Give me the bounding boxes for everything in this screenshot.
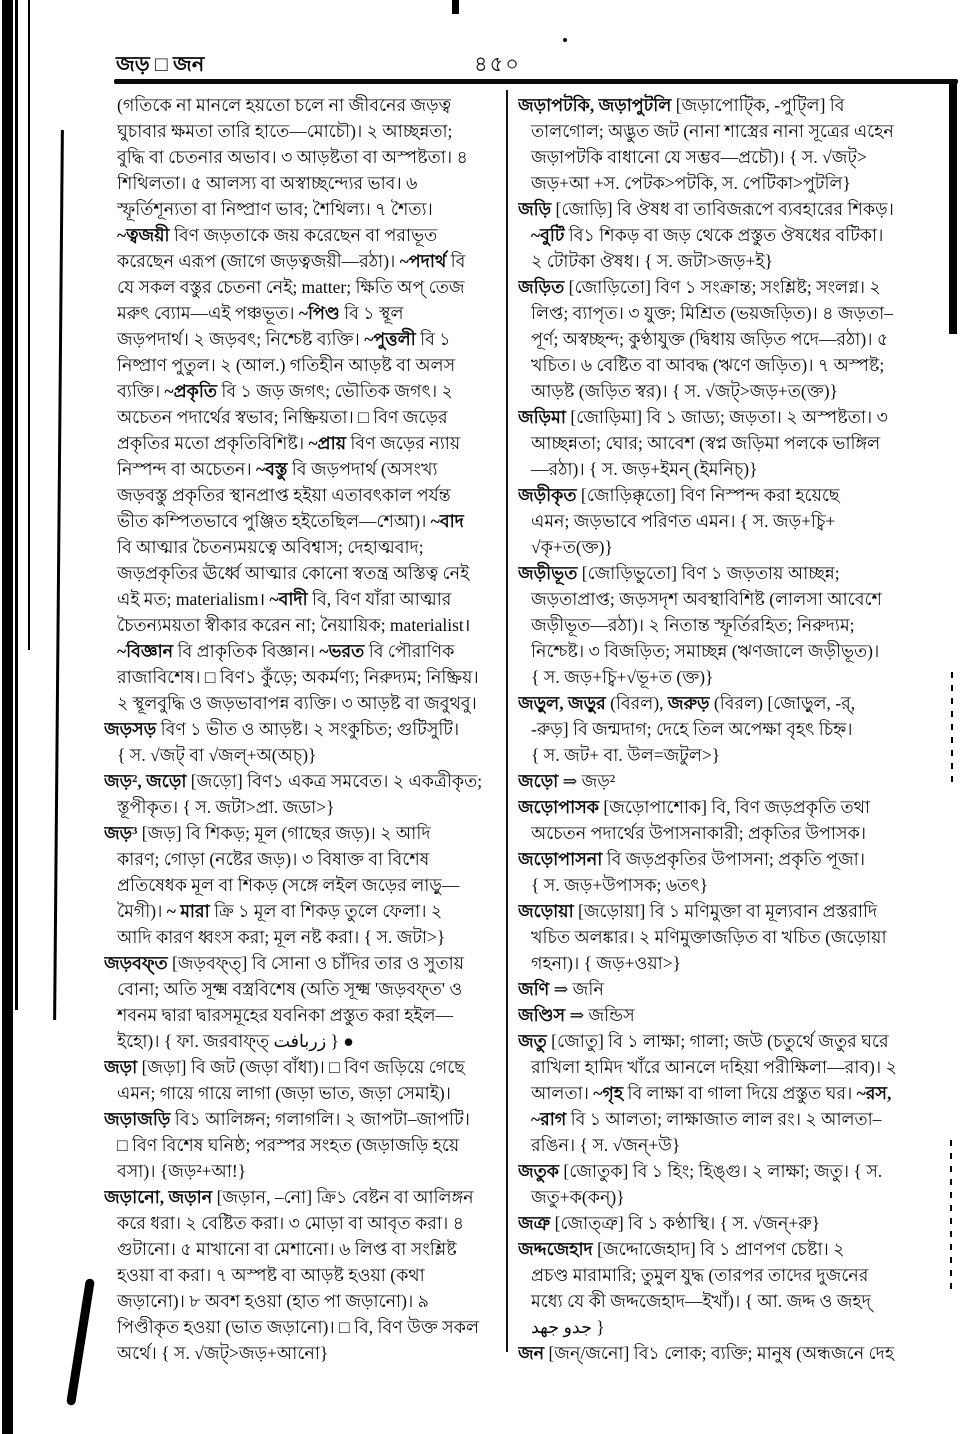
binding-bar-artifact [2, 0, 13, 1434]
corner-smudge-artifact [66, 1278, 95, 1406]
text-line: জন [জন্/জনো] বি১ লোক; ব্যক্তি; মানুষ (অন্ধজনে দেহ [518, 1343, 895, 1363]
text-line: এমন; গায়ে গায়ে লাগা (জড়া ভাত, জড়া সেমাই)। [117, 1083, 451, 1103]
headword: জড়োপাসনা [518, 849, 603, 869]
text-line: জতুক [জোতুক] বি ১ হিং; হিঙ্গু। ২ লাক্ষা; জতু। { স. [518, 1161, 883, 1181]
text-line: জড়ীভূত—রঠা)। ২ নিতান্ত স্ফূর্তিরহিত; নিরুদ্যম; [531, 615, 855, 635]
text-line: জড়প্রকৃতির ঊর্ধ্বে আত্মার কোনো স্বতন্ত্র অস্তিত্ব নেই [117, 563, 470, 583]
right-edge-bar-artifact [949, 82, 957, 334]
text-line: আড়ষ্ট (জড়িত স্বর)। { স. √জট্>জড়+ত(ক্ত)} [531, 381, 838, 401]
text-line: { স. জড়+চ্বি+√ভূ+ত (ক্ত)} [531, 667, 714, 687]
headword: ~রাগ [531, 1109, 567, 1129]
text-line: জড়সড় বিণ ১ ভীত ও আড়ষ্ট। ২ সংকুচিত; গুটিসুটি। [104, 719, 460, 739]
text-line: জড়ানো, জড়ান [জড়ান, –নো] ক্রি১ বেষ্টন বা আলিঙ্গন [104, 1187, 474, 1207]
headword: জড়োপাসক [518, 797, 600, 817]
ink-dot-artifact [563, 38, 567, 42]
text-line: প্রচণ্ড মারামারি; তুমুল যুদ্ধ (তারপর তাদের দুজনের [531, 1265, 869, 1285]
text-line: জড়াপটকি বাধানো যে সম্ভব—প্রচৌ)। { স. √জট্> [531, 147, 867, 167]
text-line: ব্যক্তি। ~প্রকৃতি বি ১ জড় জগৎ; ভৌতিক জগৎ। ২ [117, 381, 453, 401]
text-line: জড়+আ +স. পেটক>পটকি, স. পেটিকা>পুটলি} [531, 173, 851, 193]
right-column [518, 92, 944, 1378]
headword: জতুক [518, 1161, 560, 1181]
text-line: জত্রু [জোত্ত্রু] বি ১ কণ্ঠাস্থি। { স. √জন্+রু} [518, 1213, 821, 1233]
headword: জণি [518, 979, 550, 999]
left-column [104, 92, 504, 1378]
text-line: জড়বস্তু প্রকৃতির স্থানপ্রাপ্ত হইয়া এতাবৎকাল পর্যন্ত [117, 485, 451, 505]
headword: ~প্রায় [308, 433, 346, 453]
text-line: করেছেন এরূপ (জাগে জড়ত্বজয়ী—রঠা)। ~পদার্থ বি [117, 251, 466, 271]
text-line: জড়বফ্ত [জড়বফ্ত্] বি সোনা ও চাঁদির তার ও সুতায় [104, 953, 464, 973]
text-line: অর্থে। { স. √জট্>জড়+আনো} [117, 1343, 329, 1363]
text-line: জড়ি [জোড়ি] বি ঔষধ বা তাবিজরূপে ব্যবহারের শিকড়। [518, 199, 894, 219]
text-line: ২ টোটকা ঔষধ। { স. জটা>জড়+ই} [531, 251, 773, 271]
headword: জড়ীকৃত [518, 485, 577, 505]
text-line: বুদ্ধি বা চেতনার অভাব। ৩ আড়ষ্টতা বা অস্পষ্টতা। ৪ [117, 147, 468, 167]
text-line: জড়পদার্থ। ২ জড়বৎ; নিশ্চেষ্ট ব্যক্তি। ~পুত্তলী বি ১ [117, 329, 451, 349]
right-edge-dash-artifact [951, 672, 953, 784]
text-line: জড়ানো)। ৮ অবশ হওয়া (হাত পা জড়ানো)। ৯ [117, 1291, 429, 1311]
right-edge-dash-artifact [950, 1140, 952, 1290]
headword: জন [518, 1343, 545, 1363]
headword: জড়², জড়ো [104, 771, 187, 791]
binding-line-artifact [15, 0, 18, 1010]
text-line: হওয়া বা করা। ৭ অস্পষ্ট বা আড়ষ্ট হওয়া (কথা [117, 1265, 425, 1285]
text-line: জড়², জড়ো [জড়ো] বিণ১ একত্র সমবেত। ২ একত্রীকৃত; [104, 771, 483, 791]
text-line: বসা)। {জড়²+আ!} [117, 1161, 247, 1181]
text-line: খচিত। ৬ বেষ্টিত বা আবদ্ধ (ঋণে জড়িত)। ৭ অস্পষ্ট; [531, 355, 885, 375]
text-line: নিষ্প্রাণ পুতুল। ২ (আল.) গতিহীন আড়ষ্ট বা অলস [117, 355, 456, 375]
headword: ~বস্তু [255, 459, 288, 479]
text-line: গহনা)। { জড়+ওয়া>} [531, 953, 681, 973]
text-line: অচেতন পদার্থের স্বভাব; নিষ্ক্রিয়তা। □ বিণ জড়ের [117, 407, 448, 427]
headword: ~বাদী [269, 589, 308, 609]
headword: জড়া [104, 1057, 138, 1077]
text-line: ~বুটি বি১ শিকড় বা জড় থেকে প্রস্তুত ঔষধের বটিকা। [531, 225, 884, 245]
page-number: ৪৫০ [474, 52, 521, 76]
text-line: নিস্পন্দ বা অচেতন। ~বস্তু বি জড়পদার্থ (অসংখ্য [117, 459, 438, 479]
headword: ~বিজ্ঞান [117, 641, 174, 661]
text-line: স্ফূর্তিশূন্যতা বা নিষ্প্রাণ ভাব; শৈথিল্য। ৭ শৈত্য। [117, 199, 433, 219]
headword: জড়িত [518, 277, 565, 297]
text-line: মৈগী)। ~ মারা ক্রি ১ মূল বা শিকড় তুলে ফেলা। ২ [117, 901, 443, 921]
text-line: ঘুচাবার ক্ষমতা তারি হাতে—মোচৌ)। ২ আচ্ছন্নতা; [117, 121, 453, 141]
top-tick-artifact [452, 0, 459, 14]
text-line: জতু [জোতু] বি ১ লাক্ষা; গালা; জউ (চতুর্থে জতুর ঘরে [518, 1031, 889, 1051]
text-line: জদ্দজেহাদ [জদ্দোজেহাদ] বি ১ প্রাণপণ চেষ্টা। ২ [518, 1239, 845, 1259]
text-line: জড়িমা [জোড়িমা] বি ১ জাড্য; জড়তা। ২ অস্পষ্টতা। ৩ [518, 407, 888, 427]
text-line: ২ স্থূলবুদ্ধি ও জড়ভাবাপন্ন ব্যক্তি। ৩ আড়ষ্ট বা জবুথবু। [117, 693, 477, 713]
text-line: বি আত্মার চৈতন্যময়ত্বে অবিশ্বাস; দেহাত্মবাদ; [117, 537, 424, 557]
text-line: করে ধরা। ২ বেষ্টিত করা। ৩ মোড়া বা আবৃত করা। ৪ [117, 1213, 464, 1233]
text-line: নিশ্চেষ্ট। ৩ বিজড়িত; সমাচ্ছন্ন (ঋণজালে জড়ীভূত)। [531, 641, 880, 661]
headword: জড়ানো, জড়ান [104, 1187, 213, 1207]
headword: ~প্রকৃতি [164, 381, 218, 401]
text-line: জড়³ [জড়] বি শিকড়; মূল (গাছের জড়)। ২ আদি [104, 823, 431, 843]
text-line: ~বিজ্ঞান বি প্রাকৃতিক বিজ্ঞান। ~ভরত বি পৌরাণিক [117, 641, 455, 661]
headword: জণ্ডিস [518, 1005, 566, 1025]
text-line: জড়োপাসনা বি জড়প্রকৃতির উপাসনা; প্রকৃতি পূজা। [518, 849, 865, 869]
text-line: পূর্ণ; অস্বচ্ছন্দ; কুণ্ঠাযুক্ত (দ্বিধায় জড়িত পদে—রঠা)। ৫ [531, 329, 889, 349]
text-line: চৈতন্যময়তা স্বীকার করেন না; নৈয়ায়িক; materialist। [117, 615, 471, 635]
text-line: জড়া [জড়া] বি জট (জড়া বাঁধা)। □ বিণ জড়িয়ে গেছে [104, 1057, 465, 1077]
headword: ~পুত্তলী [364, 329, 416, 349]
text-line: পিণ্ডীকৃত হওয়া (ভাত জড়ানো)। □ বি, বিণ উক্ত সকল [117, 1317, 479, 1337]
text-line: বোনা; অতি সূক্ষ্ম বস্ত্রবিশেষ (অতি সূক্ষ্ম 'জড়বফ্ত' ও [117, 979, 463, 999]
text-line: জড়োয়া [জড়োয়া] বি ১ মণিমুক্তা বা মূল্যবান প্রস্তরাদি [518, 901, 878, 921]
headword: জড়িমা [518, 407, 566, 427]
headword: জত্রু [518, 1213, 551, 1233]
text-line: শবনম দ্বারা দ্বারসমূহের যবনিকা প্রস্তুত করা হইল— [117, 1005, 454, 1025]
text-line: জড়তাপ্রাপ্ত; জড়সদৃশ অবস্থাবিশিষ্ট (লালসা আবেশে [531, 589, 882, 609]
text-line: জড়ুল, জড়ুর (বিরল), জরুড় (বিরল) [জোড়ুল, -র্, [518, 693, 856, 713]
text-line: কারণ; গোড়া (নষ্টের জড়)। ৩ বিষাক্ত বা বিশেষ [117, 849, 430, 869]
text-line: { স. √জট্ বা √জল্+অ(অচ্)} [117, 745, 317, 765]
headword: জড়বফ্ত [104, 953, 168, 973]
text-line: জতু+ক(কন্)} [531, 1187, 625, 1207]
text-line: —রঠা)। { স. জড়+ইমন্ (ইমনিচ্)} [531, 459, 758, 479]
headword: ~পদার্থ [399, 251, 447, 271]
text-line: ইহো)। { ফা. জরবাফ্ত্ زربافت } ● [117, 1031, 354, 1051]
text-line: মরুৎ ব্যোম—এই পঞ্চভূত। ~পিণ্ড বি ১ স্থূল [117, 303, 404, 323]
header-rule [114, 79, 958, 84]
text-line: স্তূপীকৃত। { স. জটা>প্রা. জডা>} [117, 797, 335, 817]
text-line: খচিত অলঙ্কার। ২ মণিমুক্তাজড়িত বা খচিত (জড়োয়া [531, 927, 887, 947]
headword: জড়ি [518, 199, 552, 219]
headword: জড়াপটকি, জড়াপুটলি [518, 95, 672, 115]
text-line: জড়াপটকি, জড়াপুটলি [জড়াপোট্কি, -পুট্লি] বি [518, 95, 845, 115]
headword: ~ভরত [319, 641, 365, 661]
text-line: শিথিলতা। ৫ আলস্য বা অস্বাচ্ছন্দ্যের ভাব। ৬ [117, 173, 418, 193]
text-line: রাজাবিশেষ। □ বিণ১ কুঁড়ে; অকর্মণ্য; নিরুদ্যম; নিষ্ক্রিয়। [117, 667, 479, 687]
headword: জড়সড় [104, 719, 157, 739]
binding-line-artifact [53, 130, 64, 1020]
text-line: ~ত্বজয়ী বিণ জড়তাকে জয় করেছেন বা পরাভূত [117, 225, 438, 245]
text-line: জণি ⇒ জনি [518, 979, 604, 999]
headword: জড়ুল, জড়ুর [518, 693, 606, 713]
text-line: অচেতন পদার্থের উপাসনাকারী; প্রকৃতির উপাসক। [531, 823, 867, 843]
text-line: আলতা। ~গৃহ বি লাক্ষা বা গালা দিয়ে প্রস্তুত ঘর। ~রস, [531, 1083, 892, 1103]
text-line: جدو جهد } [531, 1317, 605, 1337]
headword: জতু [518, 1031, 547, 1051]
text-line: জড়ো ⇒ জড়² [518, 771, 616, 791]
text-line: জড়াজড়ি বি১ আলিঙ্গন; গলাগলি। ২ জাপটা–জাপটি। [104, 1109, 470, 1129]
headword: ~ মারা [166, 901, 210, 921]
text-line: আদি কারণ ধ্বংস করা; মূল নষ্ট করা। { স. জটা>} [117, 927, 446, 947]
headword: ~রস, [856, 1083, 892, 1103]
text-line: মধ্যে যে কী জদ্দজেহাদ—ইখাঁ)। { আ. জদ্দ ও জহদ্ [531, 1291, 871, 1311]
text-line: লিপ্ত; ব্যাপৃত। ৩ যুক্ত; মিশ্রিত (ভয়জড়িত)। ৪ জড়তা– [531, 303, 893, 323]
headword: ~বাদ [430, 511, 464, 531]
headword: জড়ো [518, 771, 559, 791]
text-line: { স. জড়+উপাসক; ৬তৎ} [531, 875, 708, 895]
text-line: আচ্ছন্নতা; ঘোর; আবেশ (স্বপ্ন জড়িমা পলকে ভাঙ্গিল [531, 433, 881, 453]
headword: জড়াজড়ি [104, 1109, 171, 1129]
text-line: জড়ীভূত [জোড়িভুতো] বিণ ১ জড়তায় আচ্ছন্ন; [518, 563, 840, 583]
text-line: √কৃ+ত(ক্ত)} [531, 537, 613, 557]
text-line: (গতিকে না মানলে হয়তো চলে না জীবনের জড়ত্ব [117, 95, 452, 115]
headword: ~গৃহ [593, 1083, 624, 1103]
text-line: প্রতিষেধক মূল বা শিকড় (সঙ্গে লইল জড়ের লাড়ু— [117, 875, 460, 895]
text-line: প্রকৃতির মতো প্রকৃতিবিশিষ্ট। ~প্রায় বিণ জড়ের ন্যায় [117, 433, 461, 453]
column-divider [506, 90, 508, 1352]
headword: ~বুটি [531, 225, 565, 245]
text-line: এমন; জড়ভাবে পরিণত এমন। { স. জড়+চ্বি+ [531, 511, 836, 531]
text-line: রাখিলা হামিদ খাঁরে আনলে দহিয়া পরীক্ষিলা—রাব)। ২ [531, 1057, 897, 1077]
text-line: ~রাগ বি ১ আলতা; লাক্ষাজাত লাল রং। ২ আলতা– [531, 1109, 882, 1129]
text-line: জড়োপাসক [জড়োপাশোক] বি, বিণ জড়প্রকৃতি তথা [518, 797, 871, 817]
guide-words: জড় □ জন [116, 52, 205, 76]
text-line: তালগোল; অদ্ভুত জট (নানা শাস্ত্রের নানা সূত্রের এহেন [531, 121, 894, 141]
text-line: ভীত কম্পিতভাবে পুঞ্জিত হইতেছিল—শেআ)। ~বাদ [117, 511, 464, 531]
text-line: □ বিণ বিশেষ ঘনিষ্ঠ; পরস্পর সংহত (জড়াজড়ি হয়ে [117, 1135, 460, 1155]
headword: জদ্দজেহাদ [518, 1239, 593, 1259]
headword: ~ত্বজয়ী [117, 225, 170, 245]
binding-line-artifact [28, 0, 30, 650]
headword: জরুড় [667, 693, 710, 713]
headword: ~পিণ্ড [298, 303, 340, 323]
text-line: জণ্ডিস ⇒ জন্ডিস [518, 1005, 635, 1025]
text-line: জড়ীকৃত [জোড়িক্কৃতো] বিণ নিস্পন্দ করা হয়েছে [518, 485, 840, 505]
headword: জড়ীভূত [518, 563, 578, 583]
text-line: রঙিন। { স. √জন্+উ} [531, 1135, 681, 1155]
text-line: -রুড়] বি জন্মদাগ; দেহে তিল অপেক্ষা বৃহৎ চিহ্ন। [531, 719, 853, 739]
text-line: { স. জট+ বা. উল=জটুল>} [531, 745, 721, 765]
text-line: গুটানো। ৫ মাখানো বা মেশানো। ৬ লিপ্ত বা সংশ্লিষ্ট [117, 1239, 457, 1259]
text-line: জড়িত [জোড়িতো] বিণ ১ সংক্রান্ত; সংশ্লিষ্ট; সংলগ্ন। ২ [518, 277, 881, 297]
headword: জড়³ [104, 823, 138, 843]
text-line: যে সকল বস্তুর চেতনা নেই; matter; ক্ষিতি অপ্ তেজ [117, 277, 465, 297]
headword: জড়োয়া [518, 901, 574, 921]
text-line: এই মত; materialism। ~বাদী বি, বিণ যাঁরা আত্মার [117, 589, 452, 609]
